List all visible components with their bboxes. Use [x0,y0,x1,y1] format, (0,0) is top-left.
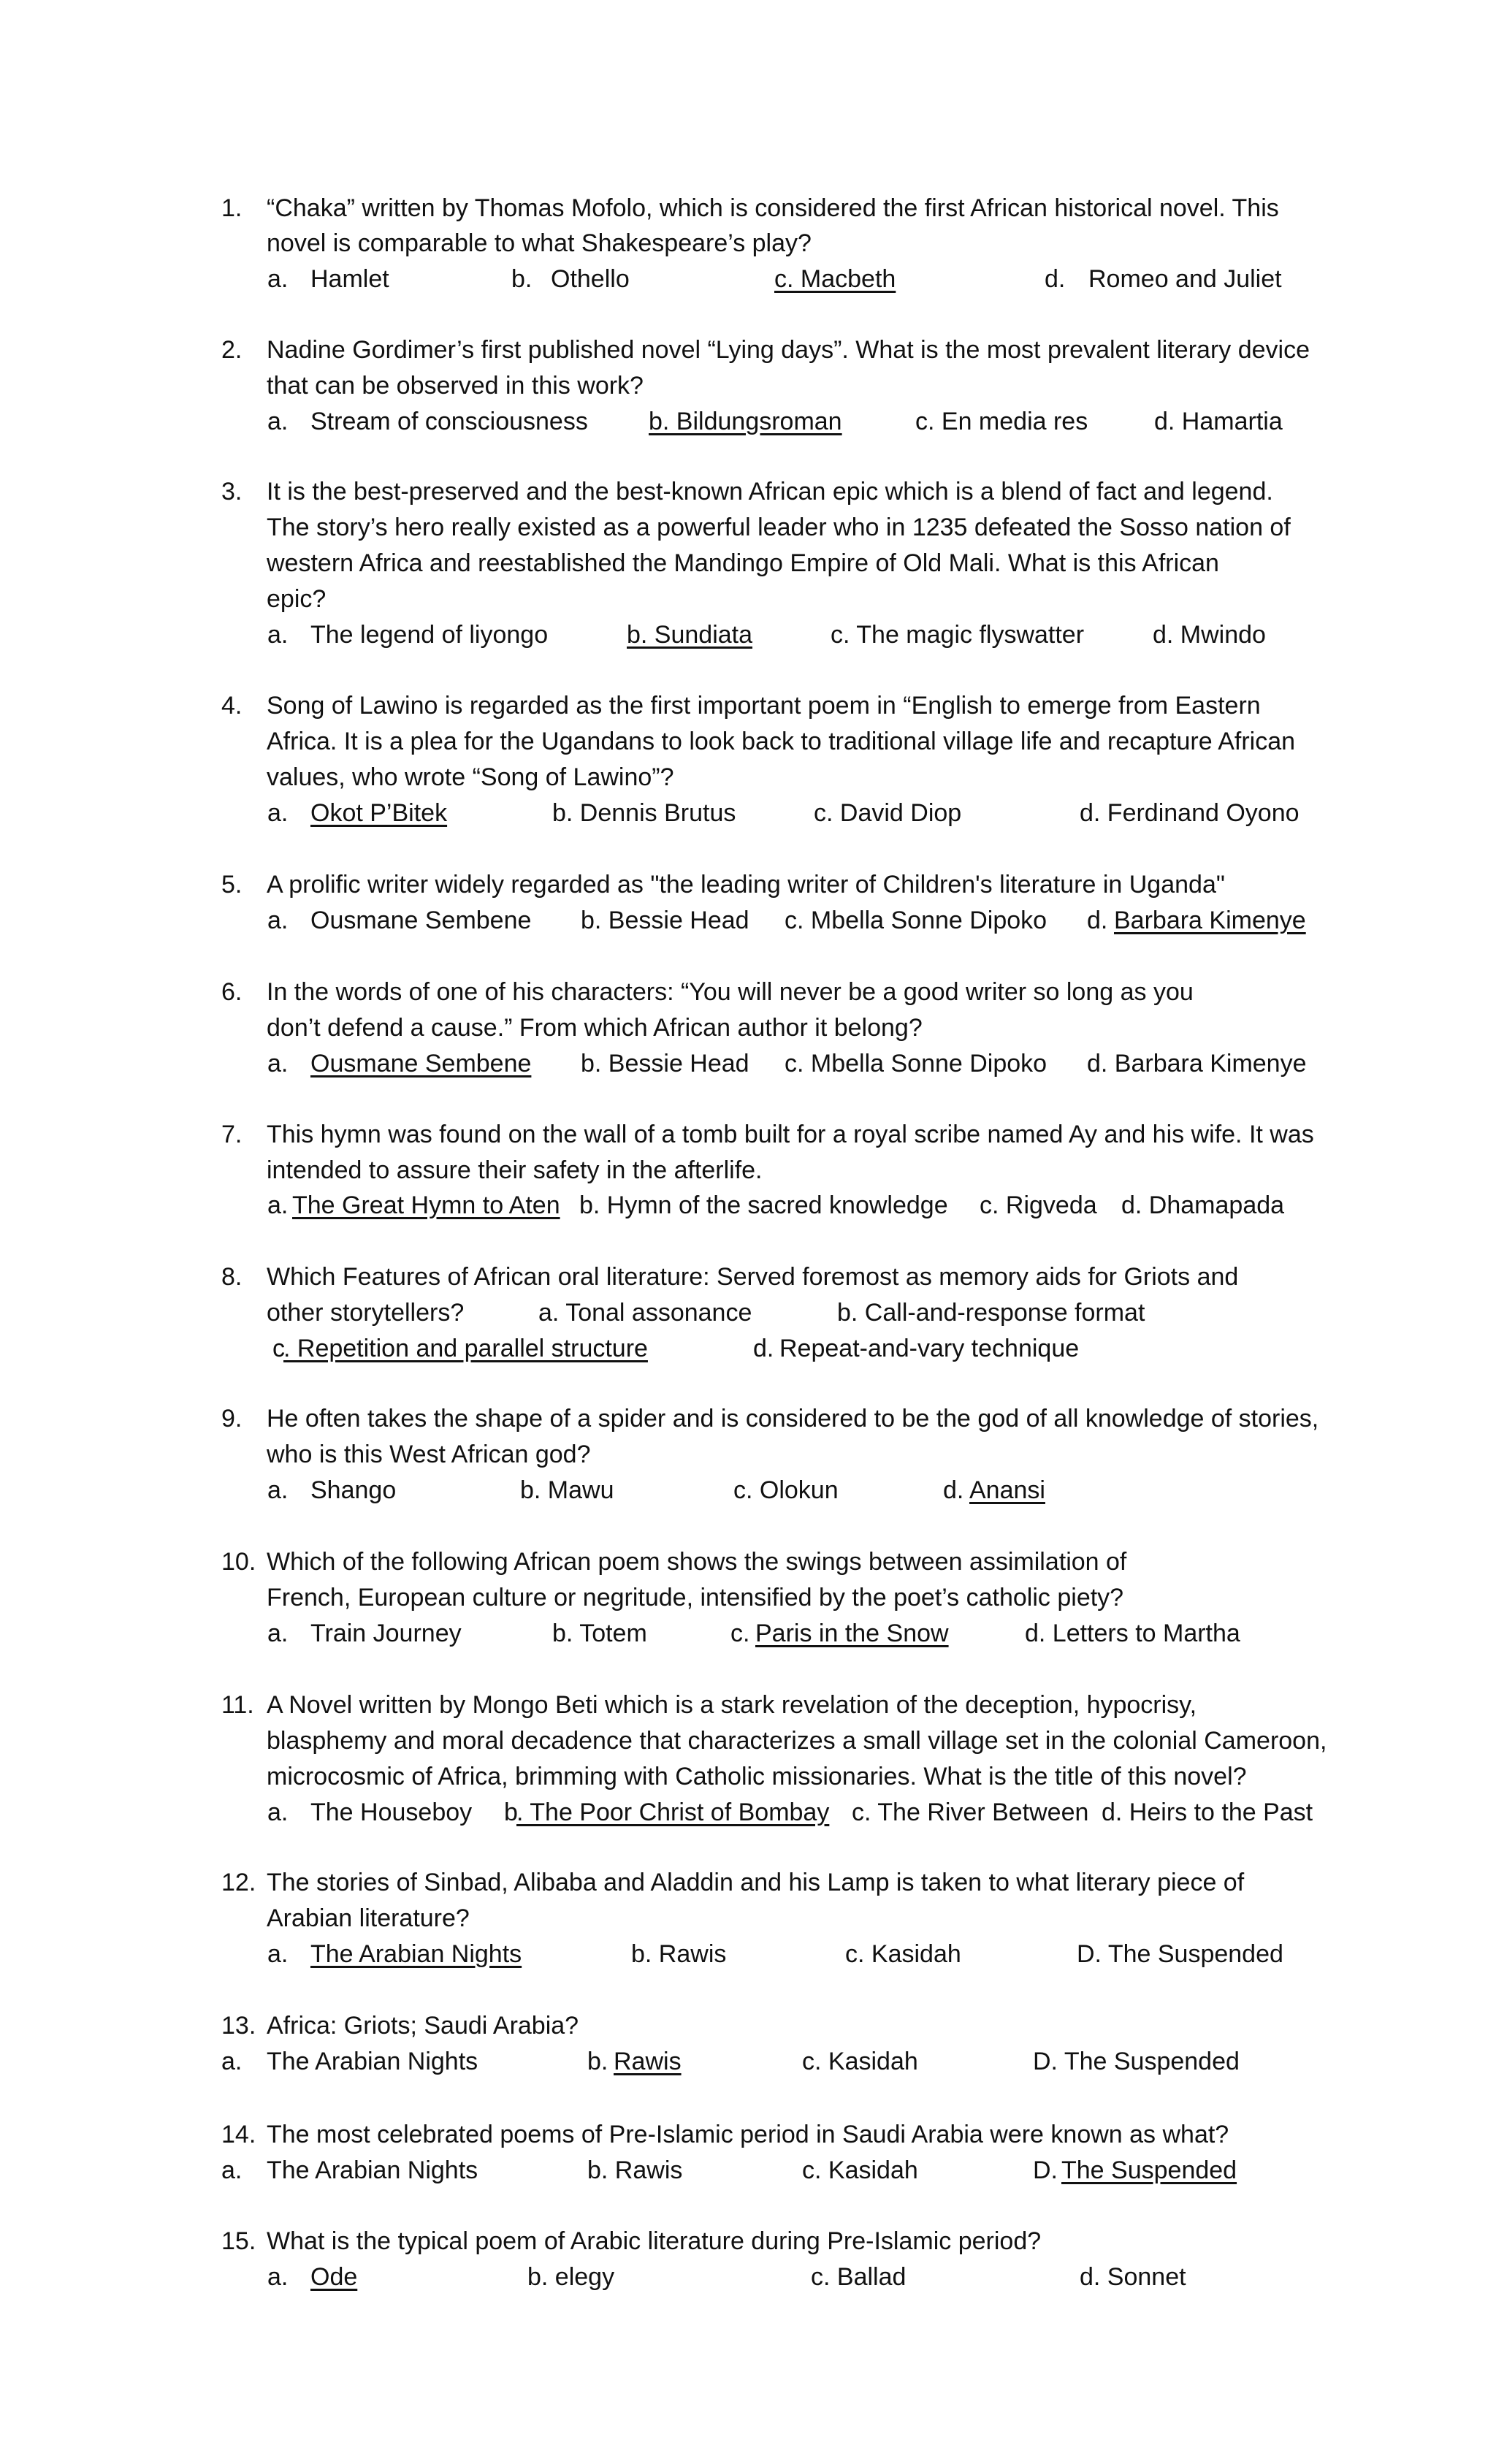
option-letter: a. [267,1620,289,1647]
answer-option: Train Journey [310,1620,462,1647]
answer-option: Shango [310,1476,397,1504]
option-letter: a. [267,2263,289,2291]
answer-option: d. Letters to Martha [1025,1620,1240,1647]
option-letter: b. [587,2048,608,2075]
question-number: 1. [221,194,243,222]
option-letter: a. [221,2048,243,2075]
answer-option: c. Olokun [733,1476,839,1504]
question-text-line: French, European culture or negritude, intensified by the poet’s catholic piety? [267,1584,1124,1611]
answer-option: c. Rigveda [980,1191,1097,1219]
question-text-line: Which Features of African oral literature: Served foremost as memory aids for Griots and [267,1263,1239,1291]
answer-option: Romeo and Juliet [1088,265,1282,293]
option-letter: c [272,1335,285,1362]
question-text-line: A Novel written by Mongo Beti which is a stark revelation of the deception, hypocrisy, [267,1691,1197,1719]
question-text-line: The story’s hero really existed as a powerful leader who in 1235 defeated the Sosso nation of [267,514,1291,541]
option-letter: c. [730,1620,750,1647]
option-letter: a. [267,408,289,435]
answer-option: b. Totem [552,1620,647,1647]
answer-option-underlined: Ousmane Sembene [310,1050,532,1077]
question-number: 13. [221,2012,256,2040]
option-letter: b. [511,265,533,293]
option-letter: a. [267,1940,289,1968]
answer-option: d. Barbara Kimenye [1087,1050,1307,1077]
option-letter: a. [267,1191,289,1219]
answer-option: c. Ballad [811,2263,907,2291]
option-letter: b [504,1799,518,1826]
answer-option: c. The magic flyswatter [831,621,1085,649]
question-number: 11. [221,1691,254,1719]
answer-option: b. elegy [527,2263,615,2291]
question-text-line: He often takes the shape of a spider and is considered to be the god of all knowledge of stories, [267,1405,1319,1433]
question-text-line: microcosmic of Africa, brimming with Catholic missionaries. What is the title of this novel? [267,1763,1247,1790]
option-letter: a. [267,1799,289,1826]
question-text-line: that can be observed in this work? [267,372,644,400]
question-number: 4. [221,692,243,720]
question-text-line: blasphemy and moral decadence that characterizes a small village set in the colonial Cameroon, [267,1727,1327,1755]
question-text-line: intended to assure their safety in the afterlife. [267,1156,763,1184]
answer-option: b. Mawu [520,1476,614,1504]
answer-option-underlined: The Arabian Nights [310,1940,522,1968]
question-number: 6. [221,978,243,1006]
answer-option: The Arabian Nights [267,2156,478,2184]
option-letter: a. [267,265,289,293]
question-text-line: Song of Lawino is regarded as the first important poem in “English to emerge from Eastern [267,692,1261,720]
answer-option: Othello [551,265,630,293]
answer-option: Ousmane Sembene [310,907,532,934]
answer-option-underlined: b. Bildungsroman [649,408,842,435]
question-text-line: It is the best-preserved and the best-known African epic which is a blend of fact and legend. [267,478,1273,506]
answer-option-underlined: Paris in the Snow [755,1620,949,1647]
answer-option-underlined: Rawis [614,2048,682,2075]
question-text-line: This hymn was found on the wall of a tomb built for a royal scribe named Ay and his wife. It was [267,1121,1314,1148]
option-letter: a. [267,907,289,934]
question-number: 10. [221,1548,256,1576]
question-number: 14. [221,2121,256,2148]
answer-option-underlined: b. Sundiata [627,621,753,649]
option-letter: a. [267,1476,289,1504]
question-text-line: epic? [267,585,327,613]
question-text-line: In the words of one of his characters: “You will never be a good writer so long as you [267,978,1194,1006]
answer-option-underlined: Ode [310,2263,358,2291]
question-text-line: other storytellers? [267,1299,465,1327]
option-letter: d. [943,1476,964,1504]
option-letter: d. [1087,907,1108,934]
answer-option: d. Mwindo [1153,621,1266,649]
answer-option: d. Hamartia [1154,408,1283,435]
question-text-line: “Chaka” written by Thomas Mofolo, which is considered the first African historical novel. This [267,194,1279,222]
option-letter: a. [267,621,289,649]
question-text-line: values, who wrote “Song of Lawino”? [267,763,674,791]
answer-option: c. Kasidah [802,2048,918,2075]
question-text-line: Africa. It is a plea for the Ugandans to look back to traditional village life and recapture African [267,728,1296,755]
answer-option: c. En media res [915,408,1088,435]
answer-option: b. Rawis [631,1940,727,1968]
answer-option: D. The Suspended [1033,2048,1240,2075]
option-letter: D. [1033,2156,1058,2184]
answer-option: d. Heirs to the Past [1102,1799,1313,1826]
question-number: 12. [221,1869,256,1896]
answer-option: b. Call-and-response format [837,1299,1145,1327]
question-text-line: A prolific writer widely regarded as "the leading writer of Children's literature in Uganda" [267,871,1225,899]
question-number: 2. [221,336,243,364]
answer-option: The legend of liyongo [310,621,549,649]
answer-option-underlined: Barbara Kimenye [1114,907,1306,934]
question-number: 7. [221,1121,243,1148]
option-letter: a. [221,2156,243,2184]
question-text-line: who is this West African god? [267,1441,591,1468]
answer-option: d. Sonnet [1080,2263,1186,2291]
question-number: 9. [221,1405,243,1433]
option-letter: d. [1045,265,1066,293]
answer-option-underlined: c. Macbeth [774,265,896,293]
answer-option: D. The Suspended [1077,1940,1283,1968]
answer-option: c. Mbella Sonne Dipoko [785,1050,1047,1077]
answer-option: d. Ferdinand Oyono [1080,799,1300,827]
answer-option-underlined: Anansi [969,1476,1045,1504]
answer-option: a. Tonal assonance [538,1299,752,1327]
answer-option: c. The River Between [852,1799,1089,1826]
question-number: 3. [221,478,243,506]
question-text-line: Arabian literature? [267,1904,470,1932]
answer-option: The Houseboy [310,1799,473,1826]
answer-option: b. Dennis Brutus [552,799,736,827]
answer-option: c. Kasidah [802,2156,918,2184]
answer-option: c. Mbella Sonne Dipoko [785,907,1047,934]
answer-option: b. Rawis [587,2156,683,2184]
answer-option: c. David Diop [814,799,962,827]
question-text-line: The stories of Sinbad, Alibaba and Aladdin and his Lamp is taken to what literary piece of [267,1869,1245,1896]
option-letter: d. [753,1335,774,1362]
question-number: 15. [221,2227,256,2255]
answer-option: b. Bessie Head [581,907,749,934]
answer-option: Repeat-and-vary technique [779,1335,1080,1362]
answer-option: Hamlet [310,265,389,293]
answer-option: The Arabian Nights [267,2048,478,2075]
answer-option: c. Kasidah [845,1940,961,1968]
question-text-line: western Africa and reestablished the Mandingo Empire of Old Mali. What is this African [267,549,1219,577]
answer-option-underlined: The Great Hymn to Aten [292,1191,560,1219]
question-number: 8. [221,1263,243,1291]
question-text-line: Nadine Gordimer’s first published novel “Lying days”. What is the most prevalent literary device [267,336,1310,364]
answer-option-underlined: . Repetition and parallel structure [283,1335,648,1362]
answer-option-underlined: The Suspended [1061,2156,1237,2184]
answer-option: d. Dhamapada [1121,1191,1285,1219]
question-text-line: Africa: Griots; Saudi Arabia? [267,2012,579,2040]
answer-option: Stream of consciousness [310,408,588,435]
answer-option-underlined: . The Poor Christ of Bombay [516,1799,830,1826]
question-text-line: don’t defend a cause.” From which African author it belong? [267,1014,923,1042]
question-text-line: The most celebrated poems of Pre-Islamic period in Saudi Arabia were known as what? [267,2121,1229,2148]
option-letter: a. [267,799,289,827]
question-text-line: Which of the following African poem shows the swings between assimilation of [267,1548,1127,1576]
answer-option-underlined: Okot P’Bitek [310,799,448,827]
question-number: 5. [221,871,243,899]
answer-option: b. Hymn of the sacred knowledge [579,1191,948,1219]
option-letter: a. [267,1050,289,1077]
answer-option: b. Bessie Head [581,1050,749,1077]
question-text-line: novel is comparable to what Shakespeare’s play? [267,229,812,257]
question-text-line: What is the typical poem of Arabic literature during Pre-Islamic period? [267,2227,1042,2255]
